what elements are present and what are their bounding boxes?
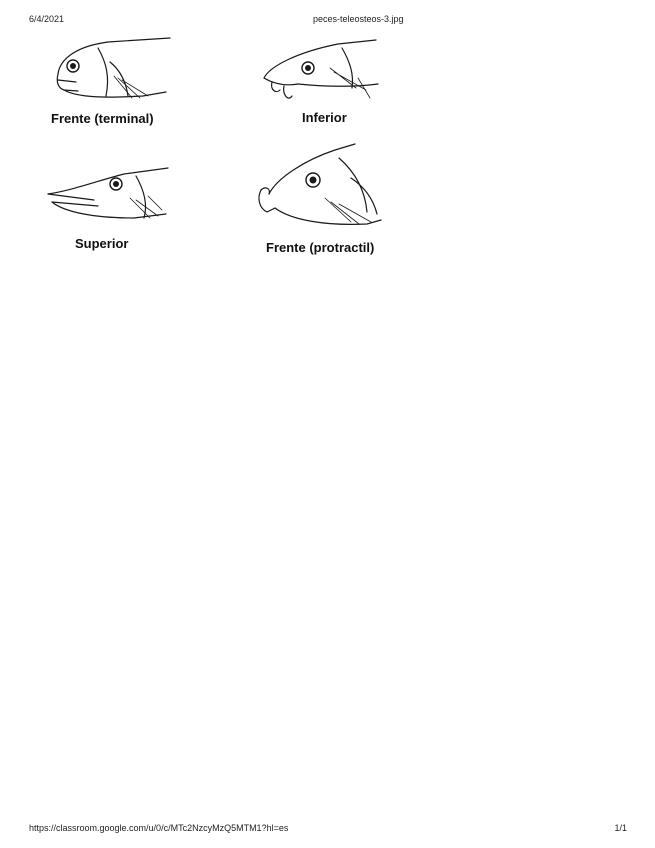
- figure-superior: [44, 164, 174, 230]
- caption-terminal: Frente (terminal): [51, 111, 154, 126]
- fish-head-inferior-icon: [258, 38, 388, 104]
- caption-superior: Superior: [75, 236, 129, 251]
- document-title: peces-teleosteos-3.jpg: [313, 14, 404, 24]
- print-date: 6/4/2021: [29, 14, 65, 24]
- fish-head-superior-icon: [44, 164, 174, 230]
- figure-terminal: [48, 36, 178, 110]
- caption-protractile: Frente (protractil): [266, 240, 375, 255]
- fish-head-protractile-icon: [255, 142, 385, 236]
- page-number: 1/1: [614, 823, 627, 833]
- page-url: https://classroom.google.com/u/0/c/MTc2NzcyMzQ5MTM1?hl=es: [29, 823, 289, 833]
- figure-protractile: [255, 142, 385, 236]
- caption-inferior: Inferior: [302, 110, 347, 125]
- figure-inferior: [258, 38, 388, 104]
- fish-head-terminal-icon: [48, 36, 178, 110]
